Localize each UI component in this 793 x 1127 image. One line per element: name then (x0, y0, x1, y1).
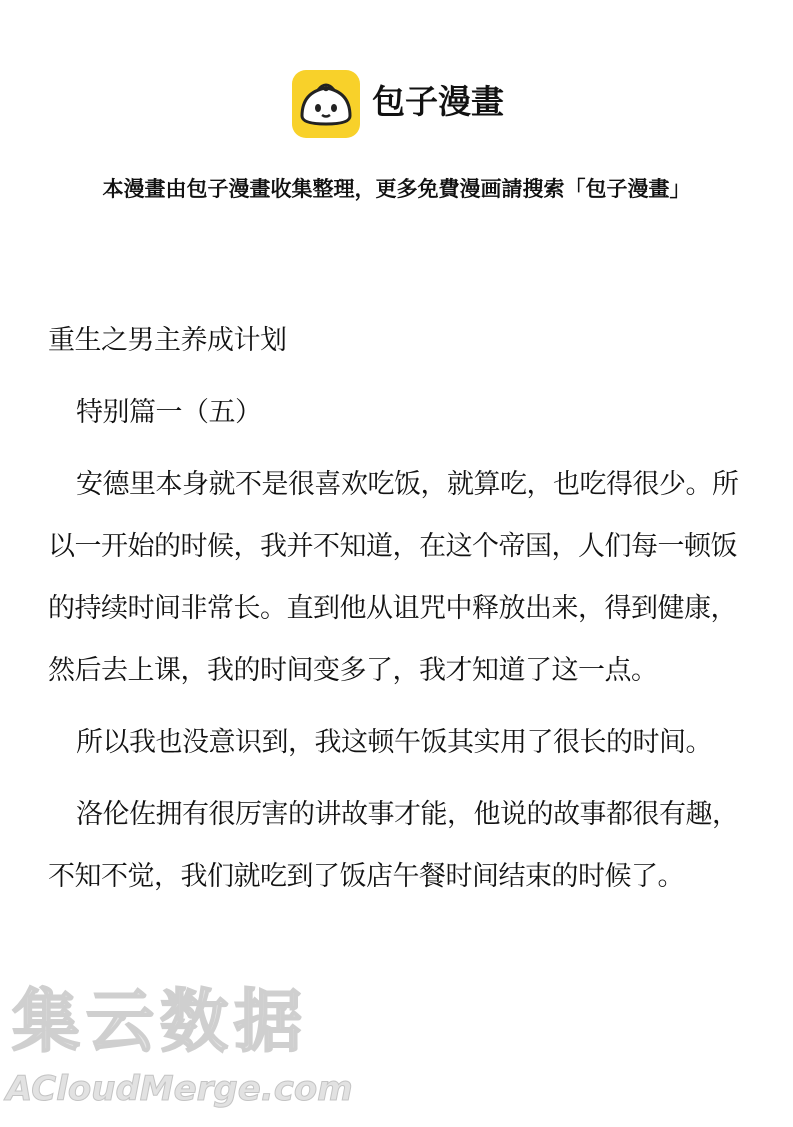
book-title: 重生之男主养成计划 (48, 325, 287, 356)
paragraph: 洛伦佐拥有很厉害的讲故事才能，他说的故事都很有趣，不知不觉，我们就吃到了饭店午餐时间结束的时候了。 (48, 799, 739, 892)
chapter-title: 特别篇一（五） (76, 397, 262, 428)
watermark (0, 975, 400, 1125)
bun-mascot-icon (292, 70, 360, 138)
watermark-en: ACloudMerge.com (6, 1069, 353, 1109)
bun-mascot-svg (292, 70, 360, 138)
header (0, 70, 793, 140)
logo-text: 包子漫畫 (372, 82, 504, 121)
paragraph: 所以我也没意识到，我这顿午饭其实用了很长的时间。 (76, 727, 712, 758)
paragraph: 安德里本身就不是很喜欢吃饭，就算吃，也吃得很少。所以一开始的时候，我并不知道，在这个帝国，人们每一顿饭的持续时间非常长。直到他从诅咒中释放出来，得到健康，然后去上课，我的时间变多了，我才知道了这一点。 (48, 469, 739, 686)
source-banner: 本漫畫由包子漫畫收集整理，更多免費漫画請搜索「包子漫畫」 (102, 177, 691, 201)
watermark-cn: 集云数据 (12, 983, 309, 1062)
article-body (48, 310, 748, 908)
